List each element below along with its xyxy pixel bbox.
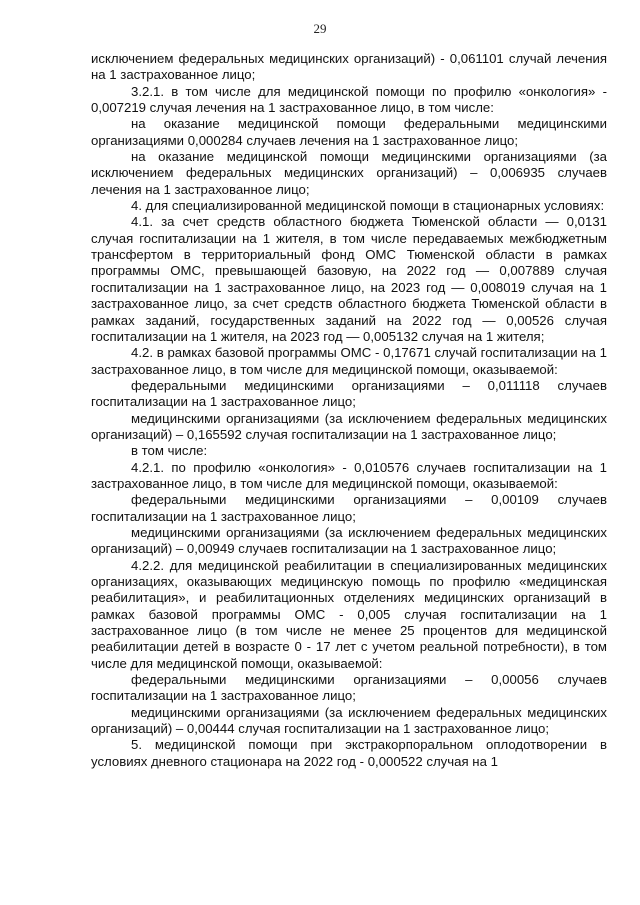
document-body bbox=[91, 51, 607, 770]
paragraph: 4.1. за счет средств областного бюджета Тюменской области — 0,0131 случая госпитализации на 1 жителя, в том числе передаваемых межбюджетным трансфертом в территориальный фонд ОМС Тюменской области в рамках программы ОМС, превышающей базовую, на 2022 год — 0,007889 случая госпитализации на 1 застрахованное лицо, на 2023 год — 0,008019 случая на 1 застрахованное лицо, за счет средств областного бюджета Тюменской области в рамках заданий, государственных заданий на 2022 год — 0,00526 случая госпитализации на 1 жителя, на 2023 год — 0,005132 случая на 1 жителя; bbox=[91, 214, 607, 344]
paragraph: 4. для специализированной медицинской помощи в стационарных условиях: bbox=[131, 198, 605, 214]
paragraph: исключением федеральных медицинских организаций) - 0,061101 случай лечения на 1 застрахованное лицо; bbox=[91, 51, 607, 83]
paragraph: федеральными медицинскими организациями – 0,011118 случаев госпитализации на 1 застрахованное лицо; bbox=[91, 377, 607, 410]
page-number: 29 bbox=[313, 21, 327, 36]
paragraph: в том числе: bbox=[131, 443, 208, 459]
paragraph: 4.2.1. по профилю «онкология» - 0,010576 случаев госпитализации на 1 застрахованное лицо, в том числе для медицинской помощи, оказываемой: bbox=[91, 459, 607, 491]
paragraph: на оказание медицинской помощи медицинскими организациями (за исключением федеральных медицинских организаций) – 0,006935 случаев лечения на 1 застрахованное лицо; bbox=[91, 149, 607, 197]
paragraph: 5. медицинской помощи при экстракорпоральном оплодотворении в условиях дневного стационара на 2022 год - 0,000522 случая на 1 bbox=[91, 737, 607, 769]
paragraph: 4.2. в рамках базовой программы ОМС - 0,17671 случай госпитализации на 1 застрахованное лицо, в том числе для медицинской помощи, оказываемой: bbox=[91, 345, 607, 377]
paragraph: медицинскими организациями (за исключением федеральных медицинских организаций) – 0,165592 случая госпитализации на 1 застрахованное лицо; bbox=[91, 410, 607, 442]
paragraph: медицинскими организациями (за исключением федеральных медицинских организаций) – 0,00949 случаев госпитализации на 1 застрахованное лицо; bbox=[91, 524, 607, 557]
paragraph: федеральными медицинскими организациями – 0,00109 случаев госпитализации на 1 застрахованное лицо; bbox=[91, 492, 607, 524]
paragraph: 3.2.1. в том числе для медицинской помощи по профилю «онкология» - 0,007219 случая лечения на 1 застрахованное лицо, в том числе: bbox=[91, 83, 607, 116]
paragraph: 4.2.2. для медицинской реабилитации в специализированных медицинских организациях, оказывающих медицинскую помощь по профилю «медицинская реабилитация», и реабилитационных отделениях медицинских организаций в рамках базовой программы ОМС - 0,005 случая госпитализации на 1 застрахованное лицо (в том числе не менее 25 процентов для медицинской реабилитации детей в возрасте 0 - 17 лет с учетом реальной потребности), в том числе для медицинской помощи, оказываемой: bbox=[91, 557, 607, 671]
paragraph: медицинскими организациями (за исключением федеральных медицинских организаций) – 0,00444 случая госпитализации на 1 застрахованное лицо; bbox=[91, 704, 607, 737]
paragraph: федеральными медицинскими организациями – 0,00056 случаев госпитализации на 1 застрахованное лицо; bbox=[91, 672, 607, 704]
paragraph: на оказание медицинской помощи федеральными медицинскими организациями 0,000284 случаев лечения на 1 застрахованное лицо; bbox=[91, 116, 607, 148]
